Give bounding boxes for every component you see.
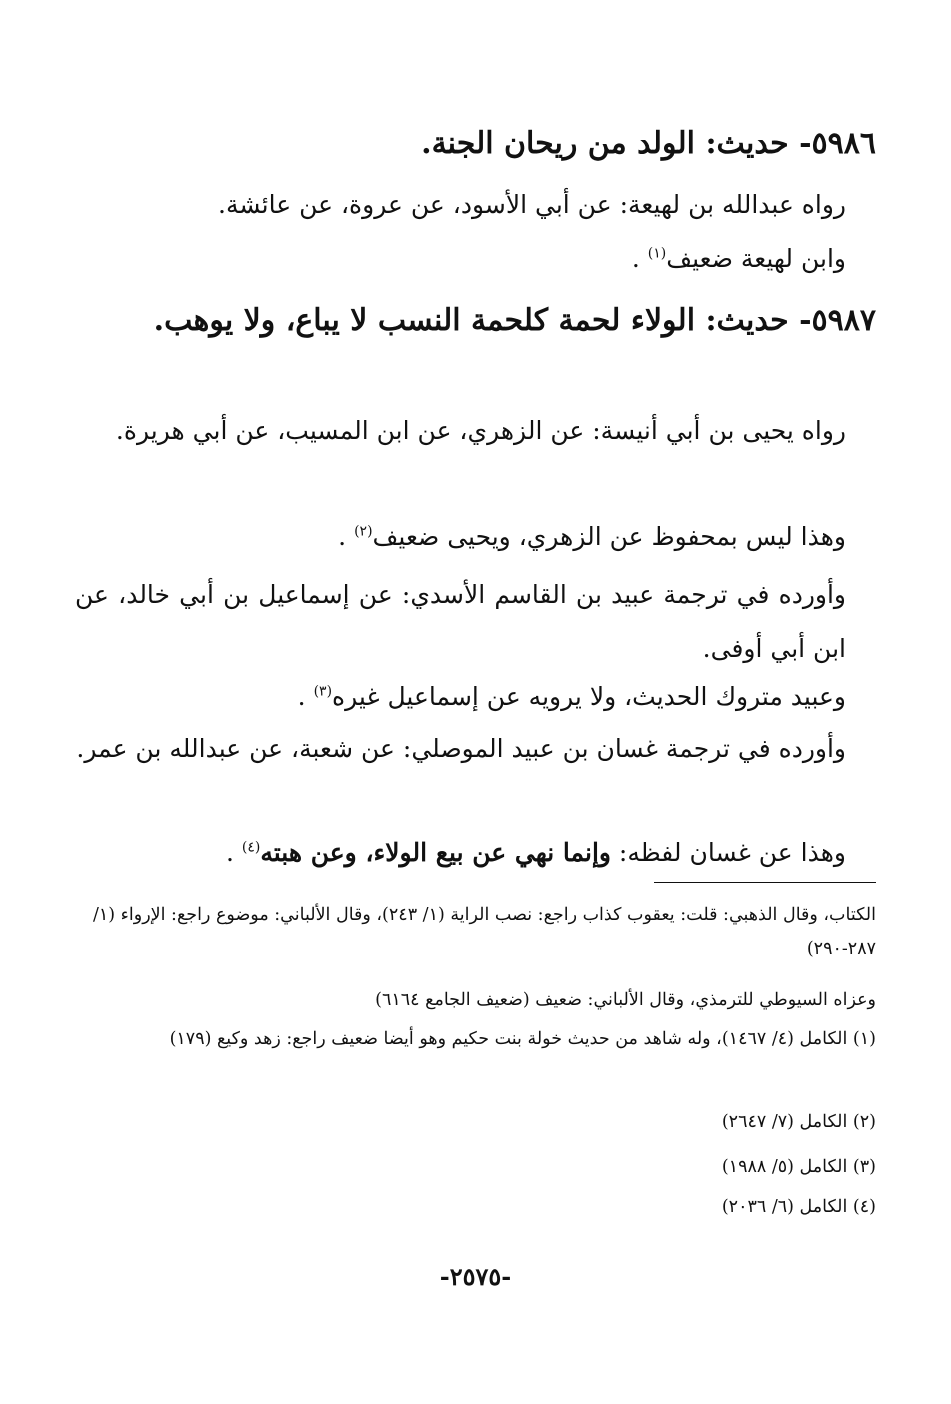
footnote-2: (٢) الكامل (٧/ ٢٦٤٧) [721, 1112, 876, 1132]
narration-paragraph: وأورده في ترجمة عبيد بن القاسم الأسدي: عن إسماعيل بن أبي خالد، عن ابن أبي أوفى. [75, 580, 846, 663]
hadith-wording: وإنما نهي عن بيع الولاء، وعن هبته [260, 838, 611, 867]
footnote-1: (١) الكامل (٤/ ١٤٦٧)، وله شاهد من حديث خولة بنت حكيم وهو أيضا ضعيف راجع: زهد وكيع (١٧٩) [169, 1029, 876, 1049]
paragraph-text: وابن لهيعة ضعيف [666, 244, 846, 273]
paragraph-end: . [631, 244, 640, 273]
grading-paragraph [75, 510, 876, 564]
hadith-heading-5986: ٥٩٨٦- حديث: الولد من ريحان الجنة. [421, 126, 876, 161]
paragraph-text: وهذا ليس بمحفوظ عن الزهري، ويحيى ضعيف [372, 522, 846, 551]
paragraph-text: وعبيد متروك الحديث، ولا يرويه عن إسماعيل غيره [332, 682, 846, 711]
paragraph-text: وهذا عن غسان لفظه: [618, 838, 846, 867]
narration-paragraph: رواه يحيى بن أبي أنيسة: عن الزهري، عن ابن المسيب، عن أبي هريرة. [115, 416, 846, 445]
footnote-marker: (١) [647, 245, 667, 262]
footnote-divider [654, 882, 876, 883]
paragraph-end: . [225, 838, 234, 867]
paragraph-end: . [338, 522, 347, 551]
footnote-4: (٤) الكامل (٦/ ٢٠٣٦) [721, 1197, 876, 1217]
footnote-3: (٣) الكامل (٥/ ١٩٨٨) [721, 1157, 876, 1177]
narration-paragraph: وأورده في ترجمة غسان بن عبيد الموصلي: عن شعبة، عن عبدالله بن عمر. [76, 734, 846, 763]
footnote-continuation: الكتاب، وقال الذهبي: قلت: يعقوب كذاب راجع: نصب الراية (١/ ٢٤٣)، وقال الألباني: موضوع راجع: الإرواء (١/ ٢٨٧-٢٩٠) [92, 905, 876, 959]
narration-paragraph: رواه عبدالله بن لهيعة: عن أبي الأسود، عن عروة، عن عائشة. [218, 190, 846, 219]
footnote-marker: (٣) [313, 683, 333, 700]
hadith-heading-5987: ٥٩٨٧- حديث: الولاء لحمة كلحمة النسب لا يباع، ولا يوهب. [153, 303, 876, 338]
grading-paragraph [75, 670, 876, 724]
footnote-marker: (٢) [354, 523, 373, 540]
grading-paragraph [75, 232, 876, 286]
page-number: -٢٥٧٥- [439, 1262, 512, 1291]
footnote-marker: (٤) [241, 839, 261, 856]
paragraph-end: . [297, 682, 306, 711]
footnote-continuation: وعزاه السيوطي للترمذي، وقال الألباني: ضعيف (ضعيف الجامع ٦١٦٤) [375, 990, 876, 1010]
wording-paragraph [75, 826, 876, 880]
